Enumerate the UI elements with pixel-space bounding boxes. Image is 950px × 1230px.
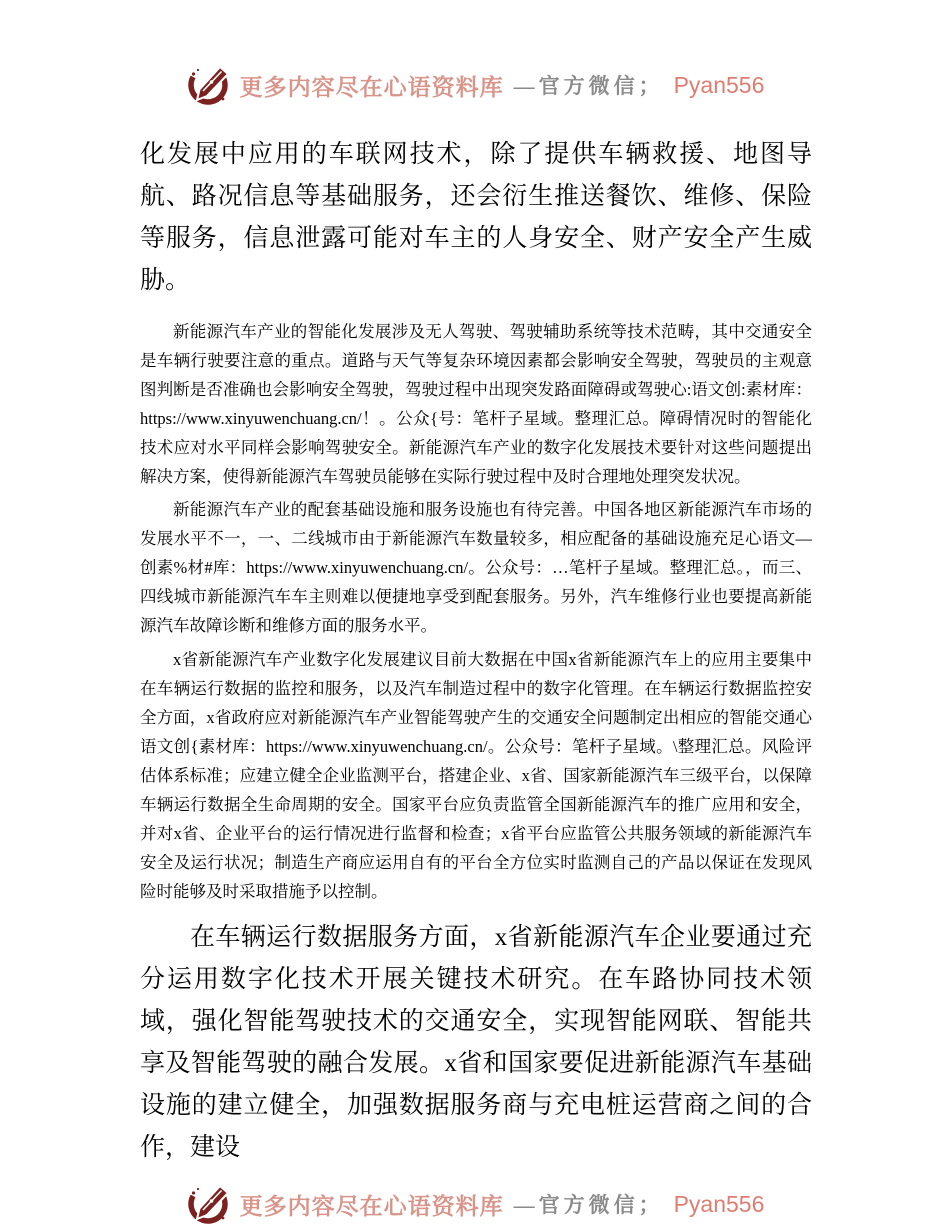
pen-logo-icon bbox=[186, 1182, 230, 1226]
paragraph-infrastructure: 新能源汽车产业的配套基础设施和服务设施也有待完善。中国各地区新能源汽车市场的发展水平不一，一、二线城市由于新能源汽车数量较多，相应配备的基础设施充足心语文—创素%材#库：https://www.xinyuwenchuang.cn/。公众号：…笔杆子星域。整理汇总。，而三、四线城市新能源汽车车主则难以便捷地享受到配套服务。另外，汽车维修行业也要提高新能源汽车故障诊断和维修方面的服务水平。 bbox=[140, 500, 812, 635]
brand-text: 更多内容尽在心语资料库 bbox=[239, 74, 504, 100]
paragraph-intro-large: 化发展中应用的车联网技术，除了提供车辆救援、地图导航、路况信息等基础服务，还会衍生推送餐饮、维修、保险等服务，信息泄露可能对车主的人身安全、财产安全产生威胁。 bbox=[140, 141, 812, 294]
brand-text: 更多内容尽在心语资料库 bbox=[239, 1193, 504, 1219]
header-brand-bar bbox=[0, 62, 950, 108]
wechat-label: —官方微信； bbox=[513, 1193, 664, 1217]
footer-brand-bar bbox=[0, 1181, 950, 1227]
document-content bbox=[0, 134, 950, 1169]
wechat-id: Pyan556 bbox=[673, 1190, 765, 1217]
wechat-id: Pyan556 bbox=[673, 71, 765, 98]
paragraph-smart-driving: 新能源汽车产业的智能化发展涉及无人驾驶、驾驶辅助系统等技术范畴，其中交通安全是车辆行驶要注意的重点。道路与天气等复杂环境因素都会影响安全驾驶，驾驶员的主观意图判断是否准确也会影响安全驾驶，驾驶过程中出现突发路面障碍或驾驶心:语文创:素材库：https://www.xinyuwenchuang.cn/！。公众{号：笔杆子星域。整理汇总。障碍情况时的智能化技术应对水平同样会影响驾驶安全。新能源汽车产业的数字化发展技术要针对这些问题提出解决方案，使得新能源汽车驾驶员能够在实际行驶过程中及时合理地处理突发状况。 bbox=[140, 322, 812, 486]
paragraph-province-suggestions: x省新能源汽车产业数字化发展建议目前大数据在中国x省新能源汽车上的应用主要集中在车辆运行数据的监控和服务，以及汽车制造过程中的数字化管理。在车辆运行数据监控安全方面，x省政府应对新能源汽车产业智能驾驶产生的交通安全问题制定出相应的智能交通心语文创{素材库：https://www.xinyuwenchuang.cn/。公众号：笔杆子星域。\整理汇总。风险评估体系标准；应建立健全企业监测平台，搭建企业、x省、国家新能源汽车三级平台，以保障车辆运行数据全生命周期的安全。国家平台应负责监管全国新能源汽车的推广应用和安全，并对x省、企业平台的运行情况进行监督和检查；x省平台应监管公共服务领域的新能源汽车安全及运行状况；制造生产商应运用自有的平台全方位实时监测自己的产品以保证在发现风险时能够及时采取措施予以控制。 bbox=[140, 650, 812, 901]
pen-logo-icon bbox=[186, 63, 230, 107]
paragraph-data-service-large: 在车辆运行数据服务方面，x省新能源汽车企业要通过充分运用数字化技术开展关键技术研究。在车路协同技术领域，强化智能驾驶技术的交通安全，实现智能网联、智能共享及智能驾驶的融合发展。x省和国家要促进新能源汽车基础设施的建立健全，加强数据服务商与充电桩运营商之间的合作，建设 bbox=[140, 924, 812, 1161]
wechat-label: —官方微信； bbox=[513, 74, 664, 98]
